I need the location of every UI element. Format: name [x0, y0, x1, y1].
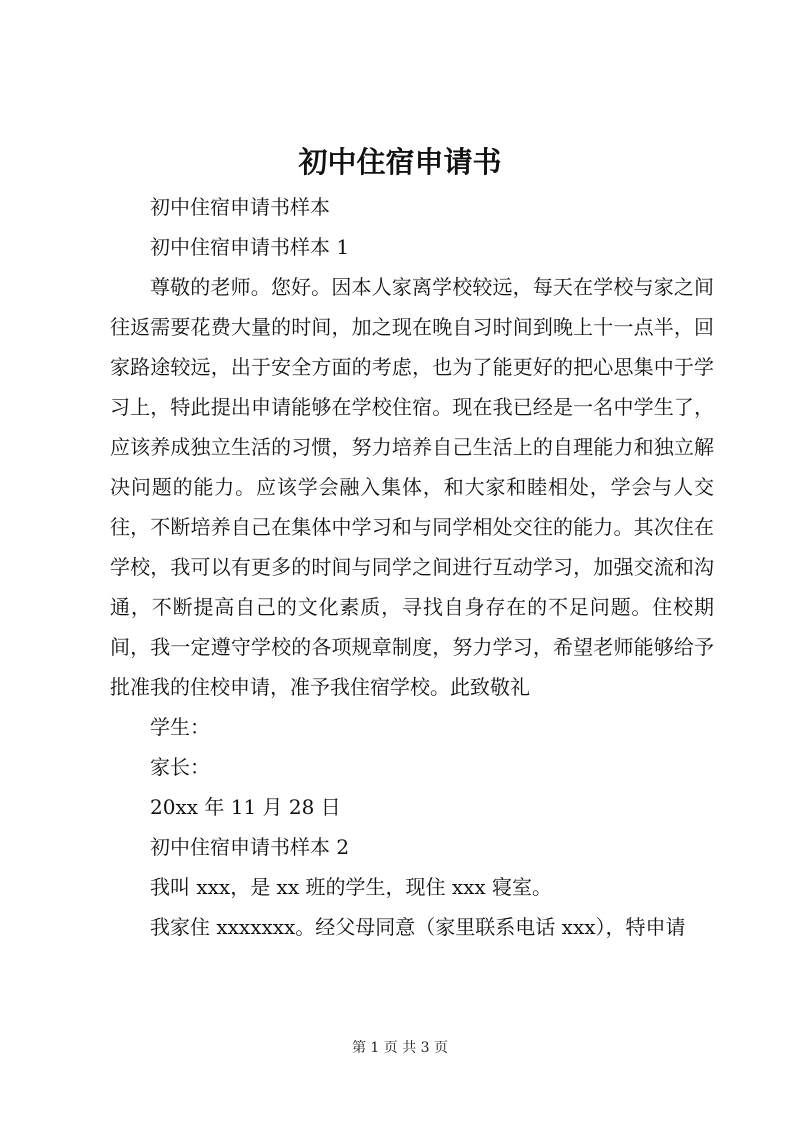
paragraph-date: 20xx 年 11 月 28 日 — [150, 795, 341, 819]
page-footer: 第 1 页 共 3 页 — [351, 1040, 449, 1056]
paragraph-letter-body: 尊敬的老师。您好。因本人家离学校较远，每天在学校与家之间往返需要花费大量的时间，加之现在晚自习时间到晚上十一点半，回家路途较远，出于安全方面的考虑，也为了能更好的把心思集中于学习上，特此提出申请能够在学校住宿。现在我已经是一名中学生了，应该养成独立生活的习惯，努力培养自己生活上的自理能力和独立解决问题的能力。应该学会融入集体，和大家和睦相处，学会与人交往，不断培养自己在集体中学习和与同学相处交往的能力。其次住在学校，我可以有更多的时间与同学之间进行互动学习，加强交流和沟通，不断提高自己的文化素质，寻找自身存在的不足问题。住校期间，我一定遵守学校的各项规章制度，努力学习，希望老师能够给予批准我的住校申请，准予我住宿学校。此致敬礼 — [110, 275, 714, 699]
paragraph-sample-1-heading: 初中住宿申请书样本 1 — [150, 235, 350, 259]
paragraph-parent-signature: 家长： — [150, 755, 210, 779]
paragraph-sample-heading: 初中住宿申请书样本 — [150, 195, 330, 219]
paragraph-student-signature: 学生： — [150, 715, 210, 739]
paragraph-sample-2-intro: 我叫 xxx，是 xx 班的学生，现住 xxx 寝室。 — [150, 875, 553, 899]
paragraph-sample-2-body: 我家住 xxxxxxx。经父母同意（家里联系电话 xxx），特申请 — [150, 915, 686, 939]
document-body — [110, 187, 714, 947]
document-title: 初中住宿申请书 — [298, 145, 502, 179]
paragraph-sample-2-heading: 初中住宿申请书样本 2 — [150, 835, 350, 859]
